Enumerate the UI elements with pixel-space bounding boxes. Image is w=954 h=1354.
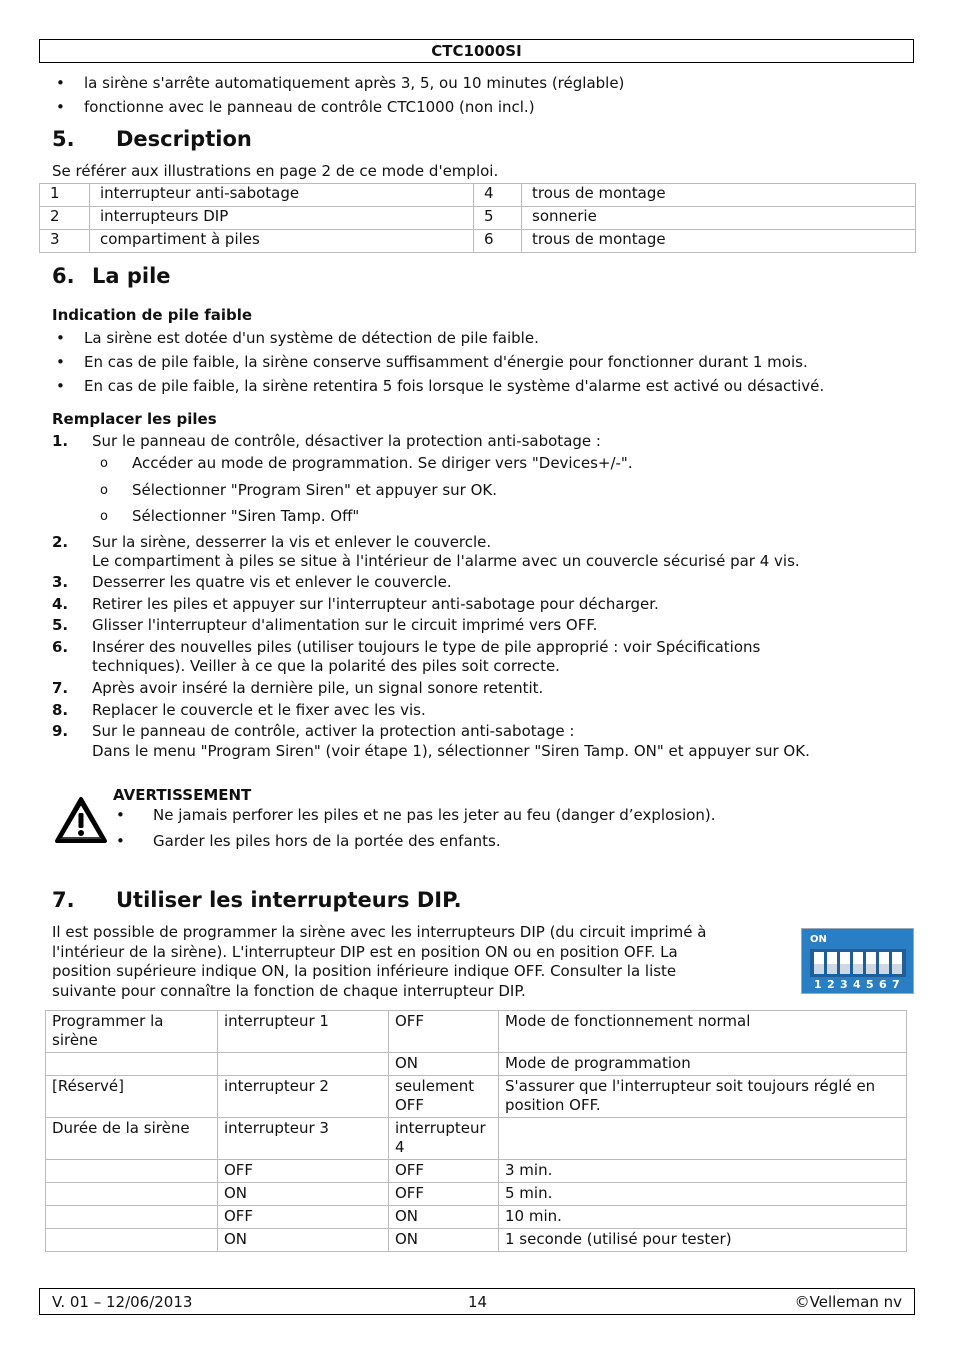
bullet-icon: • [116,832,125,850]
model-title: CTC1000SI [431,42,522,60]
warning-title: AVERTISSEMENT [113,786,252,804]
table-row [46,1160,907,1183]
dip-switch-2 [827,952,837,974]
dip-switch-image: ON 1 2 3 4 5 6 7 [801,928,914,994]
subheading: Indication de pile faible [52,306,253,324]
table-cell: 1 seconde (utilisé pour tester) [499,1229,907,1252]
table-cell [46,1160,218,1183]
table-cell: OFF [218,1206,389,1229]
table-cell: ON [389,1206,499,1229]
description-table [39,183,916,253]
circle-bullet-icon: o [100,483,108,498]
table-row: 1 interrupteur anti-sabotage 4 trous de montage [40,184,916,207]
bullet-icon: • [56,377,65,395]
table-cell [46,1206,218,1229]
bullet-icon: • [56,98,65,116]
table-cell: Programmer la sirène [46,1011,218,1053]
page-header [39,39,914,63]
table-cell: ON [218,1183,389,1206]
bullet-icon: • [116,806,125,824]
table-row [46,1053,907,1076]
table-cell: Mode de programmation [499,1053,907,1076]
table-cell: OFF [389,1183,499,1206]
table-cell: 3 min. [499,1160,907,1183]
page-number: 14 [468,1293,488,1311]
table-cell: interrupteur 4 [389,1118,499,1160]
dip-switch-4 [853,952,863,974]
table-cell: interrupteur 3 [218,1118,389,1160]
table-cell: interrupteur 1 [218,1011,389,1053]
table-cell: 10 min. [499,1206,907,1229]
table-cell [499,1118,907,1160]
paragraph-line: position supérieure indique ON, la position inférieure indique OFF. Consulter la liste [52,962,677,980]
table-cell: Durée de la sirène [46,1118,218,1160]
table-cell: ON [218,1229,389,1252]
subheading: Remplacer les piles [52,410,217,428]
dip-switch-body [810,949,906,977]
table-cell: OFF [389,1160,499,1183]
table-cell: seulement OFF [389,1076,499,1118]
bullet-icon: • [56,353,65,371]
table-cell [46,1229,218,1252]
dip-function-table [45,1010,907,1252]
bullet-icon: • [56,74,65,92]
dip-switch-5 [866,952,876,974]
page-footer [39,1288,915,1315]
dip-switch-6 [879,952,889,974]
bullet-icon: • [56,329,65,347]
dip-switch-1 [814,952,824,974]
table-cell: ON [389,1229,499,1252]
paragraph-line: l'intérieur de la sirène). L'interrupteur DIP est en position ON ou en position OFF. La [52,943,678,961]
version-label: V. 01 – 12/06/2013 [52,1293,193,1311]
table-row [46,1011,907,1053]
table-row [46,1229,907,1252]
table-cell: OFF [389,1011,499,1053]
circle-bullet-icon: o [100,456,108,471]
warning-triangle-icon [54,796,108,844]
table-cell [218,1053,389,1076]
section-intro: Se référer aux illustrations en page 2 de ce mode d'emploi. [52,162,499,180]
table-cell: OFF [218,1160,389,1183]
table-cell: 5 min. [499,1183,907,1206]
table-cell [46,1053,218,1076]
table-row [46,1206,907,1229]
dip-switch-7 [892,952,902,974]
table-row [46,1118,907,1160]
table-cell: interrupteur 2 [218,1076,389,1118]
table-row: 2 interrupteurs DIP 5 sonnerie [40,207,916,230]
circle-bullet-icon: o [100,509,108,524]
table-cell: S'assurer que l'interrupteur soit toujours réglé en position OFF. [499,1076,907,1118]
paragraph-line: suivante pour connaître la fonction de chaque interrupteur DIP. [52,982,526,1000]
table-cell: [Réservé] [46,1076,218,1118]
table-row: 3 compartiment à piles 6 trous de montage [40,230,916,253]
table-cell [46,1183,218,1206]
table-cell: ON [389,1053,499,1076]
dip-switch-3 [840,952,850,974]
paragraph-line: Il est possible de programmer la sirène avec les interrupteurs DIP (du circuit imprimé à [52,923,707,941]
table-row [46,1076,907,1118]
table-row [46,1183,907,1206]
copyright-label: ©Velleman nv [794,1293,902,1311]
table-cell: Mode de fonctionnement normal [499,1011,907,1053]
